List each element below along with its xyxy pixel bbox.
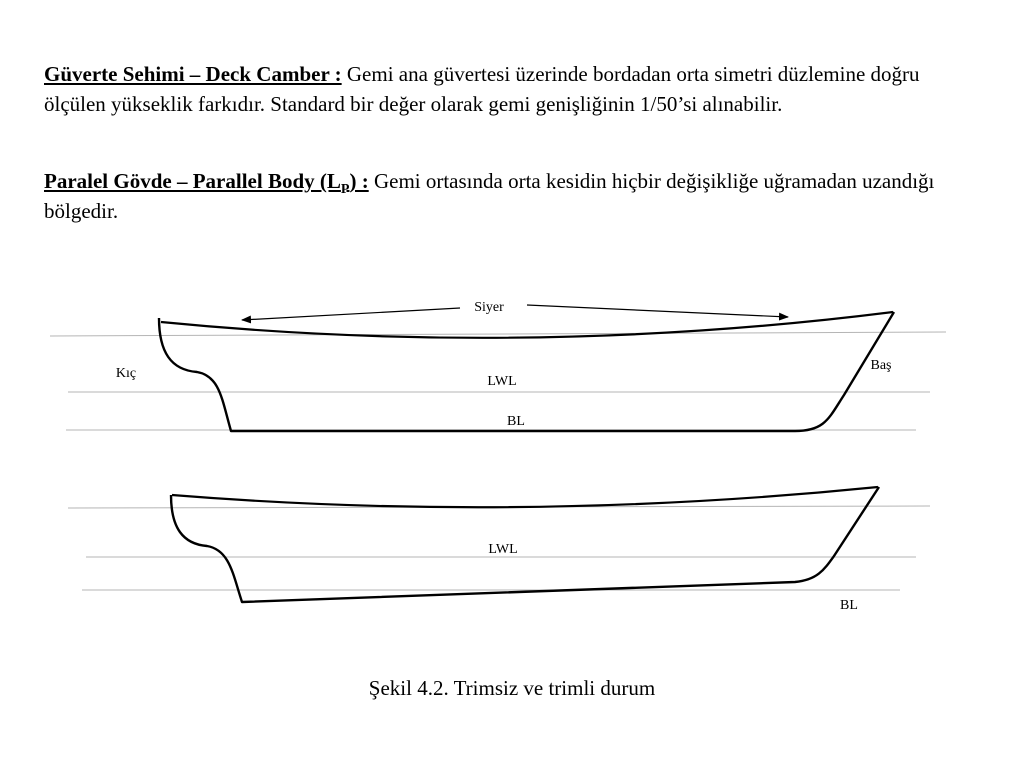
bottom-bl-label: BL [840, 598, 858, 613]
untrimmed-ship-figure [50, 300, 946, 431]
trimmed-ship-figure [68, 487, 930, 613]
stern-label: Kıç [115, 366, 137, 381]
bow-label: Baş [870, 358, 892, 373]
bottom-hull-outline [171, 487, 879, 602]
top-reference-line [50, 332, 946, 336]
top-bl-label: BL [507, 414, 525, 429]
bottom-lwl-label: LWL [488, 542, 518, 557]
sheer-arrow-right [527, 305, 788, 317]
top-lwl-label: LWL [487, 374, 517, 389]
sheer-label: Siyer [474, 300, 504, 315]
sheer-arrow-left [242, 308, 460, 320]
parallel-body-text: Gemi ortasında orta kesidin hiçbir değişikliğe uğramadan uzandığı bölgedir. [44, 169, 935, 223]
deck-camber-term: Güverte Sehimi – Deck Camber : [44, 62, 342, 86]
parallel-body-term-prefix: Paralel Gövde – Parallel Body (L [44, 169, 341, 193]
parallel-body-term-suffix: ) : [349, 169, 369, 193]
bottom-deck-sheer-line [172, 487, 878, 507]
figure-caption: Şekil 4.2. Trimsiz ve trimli durum [368, 676, 656, 700]
parallel-body-term-subscript: P [340, 182, 350, 198]
deck-camber-text: Gemi ana güvertesi üzerinde bordadan orta simetri düzlemine doğru ölçülen yükseklik farkıdır. Standard bir değer olarak gemi genişliğinin 1/50’si alınabilir. [44, 62, 920, 116]
